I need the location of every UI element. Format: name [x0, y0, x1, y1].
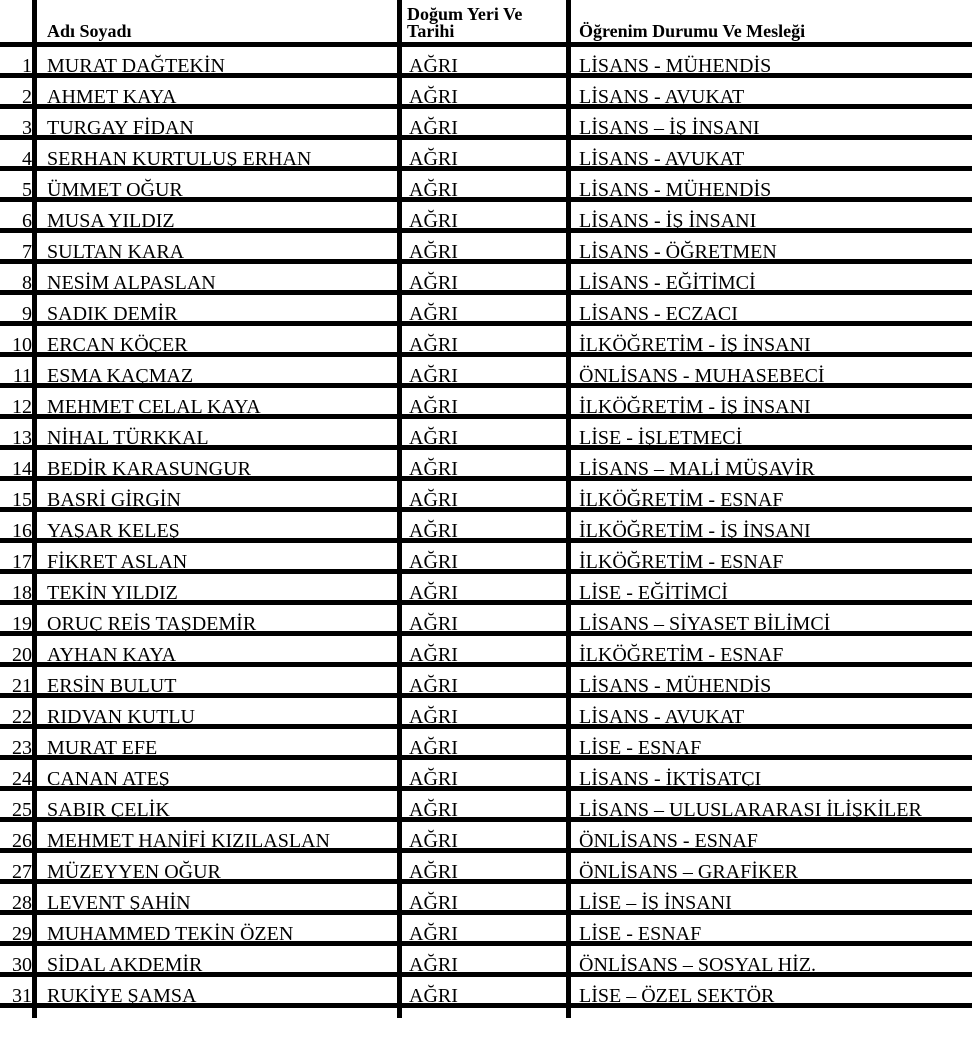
table-row: [0, 822, 972, 853]
row-name: SULTAN KARA: [47, 241, 185, 263]
table-row: [0, 171, 972, 202]
table-row: [0, 450, 972, 481]
row-number: 2: [22, 86, 32, 108]
row-name: LEVENT ŞAHİN: [47, 892, 191, 914]
row-education: LİSANS – SİYASET BİLİMCİ: [579, 613, 831, 635]
row-number: 19: [12, 613, 32, 635]
row-name: TURGAY FİDAN: [47, 117, 194, 139]
row-name: MURAT DAĞTEKİN: [47, 55, 225, 77]
row-number: 12: [12, 396, 32, 418]
row-education: LİSE - ESNAF: [579, 737, 702, 759]
row-number: 11: [12, 365, 32, 387]
table-row: [0, 698, 972, 729]
row-name: ÜMMET OĞUR: [47, 179, 183, 201]
row-number: 17: [12, 551, 32, 573]
row-birthplace: AĞRI: [409, 613, 458, 635]
row-name: ESMA KAÇMAZ: [47, 365, 194, 387]
row-name: MURAT EFE: [47, 737, 158, 759]
table-row: [0, 295, 972, 326]
row-name: FİKRET ASLAN: [47, 551, 188, 573]
row-education: LİSANS - AVUKAT: [579, 148, 745, 170]
row-number: 20: [12, 644, 32, 666]
row-number: 3: [22, 117, 32, 139]
row-birthplace: AĞRI: [409, 582, 458, 604]
header-place-line1: Doğum Yeri Ve: [407, 4, 523, 24]
row-name: SABIR ÇELİK: [47, 799, 170, 821]
row-education: İLKÖĞRETİM - İŞ İNSANI: [579, 396, 811, 418]
row-name: MEHMET CELAL KAYA: [47, 396, 261, 418]
row-name: ORUÇ REİS TAŞDEMİR: [47, 613, 257, 635]
column-divider: [566, 0, 571, 1018]
row-number: 29: [12, 923, 32, 945]
row-birthplace: AĞRI: [409, 861, 458, 883]
row-name: SİDAL AKDEMİR: [47, 954, 203, 976]
row-name: MÜZEYYEN OĞUR: [47, 861, 221, 883]
row-number: 16: [12, 520, 32, 542]
row-number: 7: [22, 241, 32, 263]
row-birthplace: AĞRI: [409, 830, 458, 852]
row-name: BEDİR KARASUNGUR: [47, 458, 251, 480]
row-name: AYHAN KAYA: [47, 644, 177, 666]
row-birthplace: AĞRI: [409, 210, 458, 232]
row-number: 25: [12, 799, 32, 821]
row-education: ÖNLİSANS - ESNAF: [579, 830, 758, 852]
row-number: 14: [12, 458, 32, 480]
row-name: MUSA YILDIZ: [47, 210, 175, 232]
row-number: 26: [12, 830, 32, 852]
row-number: 28: [12, 892, 32, 914]
row-name: ERCAN KÖÇER: [47, 334, 188, 356]
table-row: [0, 636, 972, 667]
table-row: [0, 574, 972, 605]
row-number: 9: [22, 303, 32, 325]
row-birthplace: AĞRI: [409, 799, 458, 821]
row-education: ÖNLİSANS – GRAFİKER: [579, 861, 798, 883]
table-row: [0, 202, 972, 233]
table-row: [0, 760, 972, 791]
table-row: [0, 264, 972, 295]
table-row: [0, 357, 972, 388]
table-row: [0, 667, 972, 698]
row-education: LİSANS - İKTİSATÇI: [579, 768, 762, 790]
row-birthplace: AĞRI: [409, 396, 458, 418]
row-name: MEHMET HANİFİ KIZILASLAN: [47, 830, 330, 852]
header-place-line2: Tarihi: [407, 21, 455, 41]
row-education: LİSE - EĞİTİMCİ: [579, 582, 728, 604]
row-birthplace: AĞRI: [409, 86, 458, 108]
row-education: LİSANS – İŞ İNSANI: [579, 117, 760, 139]
row-number: 5: [22, 179, 32, 201]
row-number: 21: [12, 675, 32, 697]
row-name: YAŞAR KELEŞ: [47, 520, 180, 542]
table-row: [0, 977, 972, 1008]
row-number: 27: [12, 861, 32, 883]
row-education: ÖNLİSANS - MUHASEBECİ: [579, 365, 825, 387]
row-name: BASRİ GİRGİN: [47, 489, 181, 511]
row-number: 24: [12, 768, 32, 790]
row-number: 30: [12, 954, 32, 976]
row-number: 13: [12, 427, 32, 449]
row-number: 31: [12, 985, 32, 1007]
row-education: LİSANS - AVUKAT: [579, 706, 745, 728]
row-education: LİSANS - EĞİTİMCİ: [579, 272, 756, 294]
table-row: [0, 419, 972, 450]
row-education: LİSANS - ECZACI: [579, 303, 738, 325]
table-row: [0, 791, 972, 822]
row-birthplace: AĞRI: [409, 706, 458, 728]
row-education: LİSANS - MÜHENDİS: [579, 179, 772, 201]
row-birthplace: AĞRI: [409, 241, 458, 263]
row-education: İLKÖĞRETİM - ESNAF: [579, 489, 784, 511]
row-education: İLKÖĞRETİM - ESNAF: [579, 551, 784, 573]
row-number: 18: [12, 582, 32, 604]
row-birthplace: AĞRI: [409, 923, 458, 945]
table-row: [0, 140, 972, 171]
row-birthplace: AĞRI: [409, 427, 458, 449]
row-education: LİSE - ESNAF: [579, 923, 702, 945]
row-name: ERSİN BULUT: [47, 675, 177, 697]
row-education: LİSANS – ULUSLARARASI İLİŞKİLER: [579, 799, 922, 821]
row-name: MUHAMMED TEKİN ÖZEN: [47, 923, 294, 945]
row-name: CANAN ATEŞ: [47, 768, 170, 790]
column-divider: [32, 0, 37, 1018]
table-row: [0, 915, 972, 946]
row-birthplace: AĞRI: [409, 644, 458, 666]
row-name: NESİM ALPASLAN: [47, 272, 216, 294]
row-birthplace: AĞRI: [409, 954, 458, 976]
row-name: SADIK DEMİR: [47, 303, 178, 325]
row-education: LİSANS - MÜHENDİS: [579, 55, 772, 77]
row-education: LİSANS - AVUKAT: [579, 86, 745, 108]
row-education: LİSE – İŞ İNSANI: [579, 892, 732, 914]
row-name: RUKİYE ŞAMSA: [47, 985, 197, 1007]
table-row: [0, 543, 972, 574]
row-number: 23: [12, 737, 32, 759]
row-number: 6: [22, 210, 32, 232]
table-row: [0, 884, 972, 915]
table-row: [0, 512, 972, 543]
row-number: 15: [12, 489, 32, 511]
row-birthplace: AĞRI: [409, 737, 458, 759]
table-row: [0, 946, 972, 977]
row-birthplace: AĞRI: [409, 148, 458, 170]
row-name: AHMET KAYA: [47, 86, 177, 108]
row-birthplace: AĞRI: [409, 489, 458, 511]
row-education: LİSANS – MALİ MÜŞAVİR: [579, 458, 815, 480]
table-row: [0, 853, 972, 884]
header-education: Öğrenim Durumu Ve Mesleği: [579, 21, 806, 41]
column-divider: [397, 0, 402, 1018]
row-birthplace: AĞRI: [409, 768, 458, 790]
table-row: [0, 729, 972, 760]
row-birthplace: AĞRI: [409, 520, 458, 542]
row-number: 8: [22, 272, 32, 294]
row-birthplace: AĞRI: [409, 117, 458, 139]
row-education: LİSANS - İŞ İNSANI: [579, 210, 757, 232]
row-birthplace: AĞRI: [409, 365, 458, 387]
table-row: [0, 109, 972, 140]
row-birthplace: AĞRI: [409, 551, 458, 573]
row-birthplace: AĞRI: [409, 334, 458, 356]
row-birthplace: AĞRI: [409, 55, 458, 77]
row-birthplace: AĞRI: [409, 892, 458, 914]
row-education: İLKÖĞRETİM - İŞ İNSANI: [579, 520, 811, 542]
table-row: [0, 388, 972, 419]
row-name: RIDVAN KUTLU: [47, 706, 195, 728]
row-number: 10: [12, 334, 32, 356]
table-row: [0, 233, 972, 264]
table-row: [0, 47, 972, 78]
header-name: Adı Soyadı: [47, 21, 132, 41]
row-birthplace: AĞRI: [409, 179, 458, 201]
row-number: 1: [22, 55, 32, 77]
table-row: [0, 481, 972, 512]
row-name: SERHAN KURTULUŞ ERHAN: [47, 148, 312, 170]
table-header-row: [0, 0, 972, 47]
row-name: TEKİN YILDIZ: [47, 582, 178, 604]
row-birthplace: AĞRI: [409, 675, 458, 697]
row-birthplace: AĞRI: [409, 272, 458, 294]
row-birthplace: AĞRI: [409, 458, 458, 480]
row-birthplace: AĞRI: [409, 985, 458, 1007]
row-number: 4: [22, 148, 32, 170]
row-education: İLKÖĞRETİM - ESNAF: [579, 644, 784, 666]
table-row: [0, 326, 972, 357]
row-education: LİSANS - MÜHENDİS: [579, 675, 772, 697]
row-education: İLKÖĞRETİM - İŞ İNSANI: [579, 334, 811, 356]
table-row: [0, 78, 972, 109]
row-birthplace: AĞRI: [409, 303, 458, 325]
row-education: LİSE – ÖZEL SEKTÖR: [579, 985, 775, 1007]
row-education: LİSANS - ÖĞRETMEN: [579, 241, 777, 263]
row-name: NİHAL TÜRKKAL: [47, 427, 209, 449]
table-row: [0, 605, 972, 636]
row-number: 22: [12, 706, 32, 728]
row-education: LİSE - İŞLETMECİ: [579, 427, 743, 449]
row-education: ÖNLİSANS – SOSYAL HİZ.: [579, 954, 817, 976]
